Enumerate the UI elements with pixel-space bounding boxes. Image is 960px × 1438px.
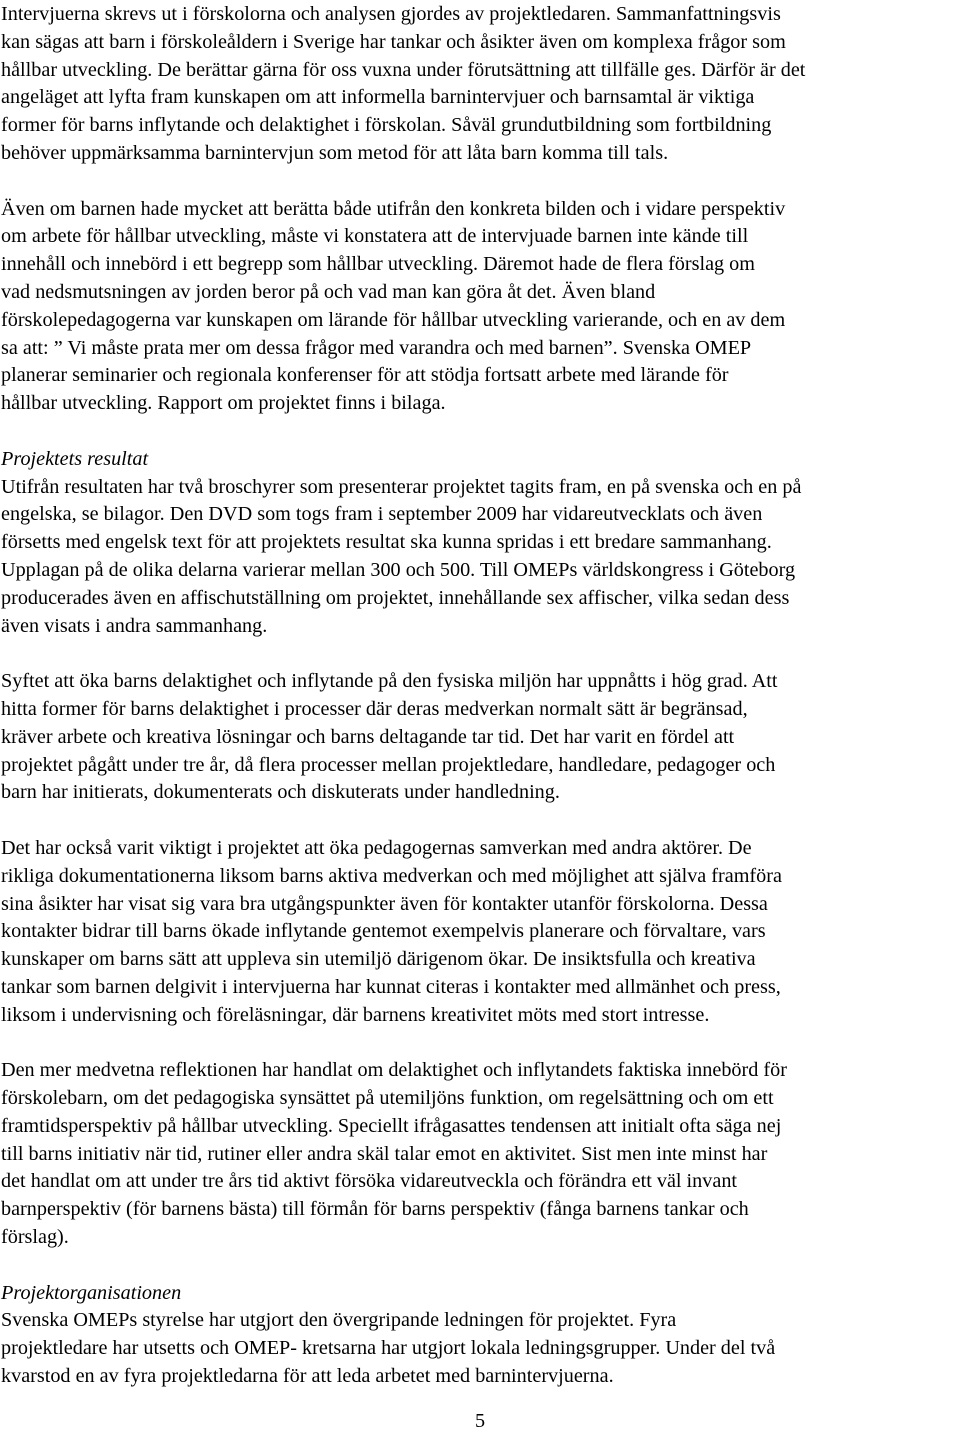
text-line: kvarstod en av fyra projektledarna för att leda arbetet med barnintervjuerna. bbox=[1, 1365, 614, 1388]
text-line: engelska, se bilagor. Den DVD som togs fram i september 2009 har vidareutvecklats och även bbox=[1, 503, 763, 526]
text-line: Utifrån resultaten har två broschyrer som presenterar projektet tagits fram, en på svenska och en på bbox=[1, 475, 802, 498]
text-line: producerades även en affischutställning om projektet, innehållande sex affischer, vilka sedan dess bbox=[1, 586, 790, 609]
text-line: sa att: ” Vi måste prata mer om dessa frågor med varandra och med barnen”. Svenska OMEP bbox=[1, 336, 752, 359]
text-line: hållbar utveckling. Rapport om projektet finns i bilaga. bbox=[1, 392, 446, 415]
text-line: framtidsperspektiv på hållbar utveckling. Speciellt ifrågasattes tendensen att initialt ofta säga nej bbox=[1, 1114, 782, 1137]
paragraph-collaboration bbox=[1, 835, 957, 1030]
text-line: Syftet att öka barns delaktighet och inflytande på den fysiska miljön har uppnåtts i hög grad. Att bbox=[1, 670, 778, 693]
text-line: om arbete för hållbar utveckling, måste vi konstatera att de intervjuade barnen inte kände till bbox=[1, 225, 749, 248]
text-line: behöver uppmärksamma barnintervjun som metod för att låta barn komma till tals. bbox=[1, 141, 669, 164]
text-line: projektledare har utsetts och OMEP- kretsarna har utgjort lokala ledningsgrupper. Under del två bbox=[1, 1337, 776, 1360]
text-line: förskolebarn, om det pedagogiska synsättet på utemiljöns funktion, om regelsättning och om ett bbox=[1, 1087, 774, 1110]
section-project-results bbox=[1, 446, 957, 641]
text-line: till barns initiativ när tid, rutiner eller andra skäl talar emot en aktivitet. Sist men inte minst har bbox=[1, 1142, 768, 1165]
text-line: förslag). bbox=[1, 1226, 69, 1249]
text-line: former för barns inflytande och delaktighet i förskolan. Såväl grundutbildning som fortbildning bbox=[1, 114, 772, 137]
text-line: Intervjuerna skrevs ut i förskolorna och analysen gjordes av projektledaren. Sammanfattningsvis bbox=[1, 3, 781, 25]
text-line: barnperspektiv (för barnens bästa) till förmån för barns perspektiv (fånga barnens tankar och bbox=[1, 1198, 749, 1221]
text-line: angeläget att lyfta fram kunskapen om att informella barnintervjuer och barnsamtal är viktiga bbox=[1, 86, 755, 109]
text-line: hållbar utveckling. De berättar gärna för oss vuxna under förutsättning att tillfälle ges. Därför är det bbox=[1, 58, 806, 81]
document-body bbox=[1, 1, 957, 1419]
text-line: projektet pågått under tre år, då flera processer mellan projektledare, handledare, pedagoger och bbox=[1, 753, 776, 776]
text-line: rikliga dokumentationerna liksom barns aktiva medverkan och med möjlighet att själva framföra bbox=[1, 864, 782, 887]
text-line: barn har initierats, dokumenterats och diskuterats under handledning. bbox=[1, 781, 560, 804]
text-line: det handlat om att under tre års tid aktivt försöka vidareutveckla och förändra ett väl invant bbox=[1, 1170, 738, 1193]
text-line: innehåll och innebörd i ett begrepp som hållbar utveckling. Däremot hade de flera förslag om bbox=[1, 253, 755, 276]
text-line: kontakter bidrar till barns ökade inflytande gentemot exempelvis planerare och förvaltare, vars bbox=[1, 920, 766, 943]
text-line: Den mer medvetna reflektionen har handlat om delaktighet och inflytandets faktiska innebörd för bbox=[1, 1059, 787, 1082]
text-line: kunskaper om barns sätt att uppleva sin utemiljö därigenom ökar. De insiktsfulla och kreativa bbox=[1, 948, 756, 971]
text-line: förskolepedagogerna var kunskapen om lärande för hållbar utveckling varierande, och en av dem bbox=[1, 308, 786, 331]
text-line: hitta former för barns delaktighet i processer där deras medverkan normalt sätt är begränsad, bbox=[1, 697, 748, 720]
section-heading: Projektorganisationen bbox=[1, 1281, 182, 1304]
paragraph-sustainable-development bbox=[1, 196, 957, 418]
text-line: liksom i undervisning och föreläsningar, där barnens kreativitet möts med stort intresse. bbox=[1, 1003, 710, 1026]
text-line: vad nedsmutsningen av jorden beror på och vad man kan göra åt det. Även bland bbox=[1, 280, 656, 303]
text-line: sina åsikter har visat sig vara bra utgångspunkter även för kontakter utanför förskolorna. Dessa bbox=[1, 892, 768, 915]
section-heading: Projektets resultat bbox=[1, 447, 149, 470]
text-line: Även om barnen hade mycket att berätta både utifrån den konkreta bilden och i vidare perspektiv bbox=[1, 197, 786, 220]
text-line: kräver arbete och kreativa lösningar och barns deltagande tar tid. Det har varit en fördel att bbox=[1, 725, 735, 748]
paragraph-reflection bbox=[1, 1057, 957, 1252]
text-line: tankar som barnen delgivit i intervjuerna har kunnat citeras i kontakter med allmänhet och press, bbox=[1, 975, 781, 998]
text-line: Upplagan på de olika delarna varierar mellan 300 och 500. Till OMEPs världskongress i Göteborg bbox=[1, 558, 796, 581]
text-line: även visats i andra sammanhang. bbox=[1, 614, 268, 637]
text-line: Det har också varit viktigt i projektet att öka pedagogernas samverkan med andra aktörer. De bbox=[1, 836, 752, 859]
paragraph-interviews-summary bbox=[1, 1, 957, 168]
text-line: planerar seminarier och regionala konferenser för att stödja fortsatt arbete med lärande för bbox=[1, 364, 729, 387]
section-project-organization bbox=[1, 1280, 957, 1391]
text-line: kan sägas att barn i förskoleåldern i Sverige har tankar och åsikter även om komplexa frågor som bbox=[1, 30, 786, 53]
paragraph-participation-goal bbox=[1, 668, 957, 807]
page-number: 5 bbox=[474, 1410, 486, 1432]
text-line: försetts med engelsk text för att projektets resultat ska kunna spridas i ett bredare sammanhang. bbox=[1, 531, 772, 554]
text-line: Svenska OMEPs styrelse har utgjort den övergripande ledningen för projektet. Fyra bbox=[1, 1309, 677, 1332]
